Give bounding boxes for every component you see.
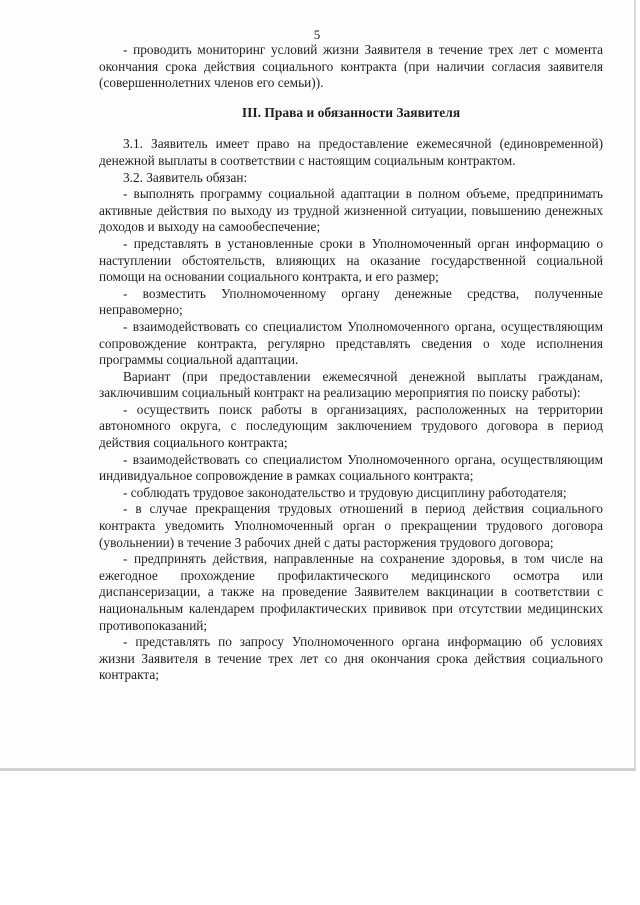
obligation-item: - осуществить поиск работы в организациях, расположенных на территории автономного округа, с последующим заключением трудового договора в период действия социального контракта; (99, 401, 603, 451)
section-heading: III. Права и обязанности Заявителя (241, 104, 461, 120)
obligation-item: - в случае прекращения трудовых отношений в период действия социального контракта уведомить Уполномоченный орган о прекращении трудового договора (увольнении) в течение 3 рабочих дней с даты расторжения трудового договора; (99, 501, 603, 550)
paragraph-3-2: 3.2. Заявитель обязан: (123, 169, 248, 185)
obligation-item: - взаимодействовать со специалистом Уполномоченного органа, осуществляющим сопровождение контракта, регулярно представлять сведения о ходе исполнения программы социальной адаптации. (99, 318, 603, 368)
obligation-item: - взаимодействовать со специалистом Уполномоченного органа, осуществляющим индивидуальное сопровождение в рамках социального контракта; (99, 451, 603, 484)
obligation-item: - представлять по запросу Уполномоченного органа информацию об условиях жизни Заявителя в течение трех лет со дня окончания срока действия социального контракта; (99, 634, 603, 683)
document-body (99, 42, 603, 684)
paragraph-3-1: 3.1. Заявитель имеет право на предоставление ежемесячной (единовременной) денежной выплаты в соответствии с настоящим социальным контрактом. (99, 136, 603, 168)
variant-paragraph: Вариант (при предоставлении ежемесячной денежной выплаты гражданам, заключившим социальный контракт на реализацию мероприятия по поиску работы): (99, 368, 603, 401)
obligation-item: - возместить Уполномоченному органу денежные средства, полученные неправомерно; (99, 285, 603, 318)
obligation-item: - представлять в установленные сроки в Уполномоченный орган информацию о наступлении обстоятельств, влияющих на оказание государственной социальной помощи на основании социального контракта, и его размер; (99, 235, 603, 285)
monitoring-paragraph: - проводить мониторинг условий жизни Заявителя в течение трех лет с момента окончания срока действия социального контракта (при наличии согласия заявителя (совершеннолетних членов его семьи)). (99, 42, 603, 91)
page-number: 5 (313, 27, 321, 42)
obligation-item: - предпринять действия, направленные на сохранение здоровья, в том числе на ежегодное прохождение профилактического медицинского осмотра или диспансеризации, а также на проведение Заявителем вакцинации в соответствии с национальным календарем профилактических прививок при отсутствии медицинских противопоказаний; (99, 551, 603, 633)
obligation-item: - соблюдать трудовое законодательство и трудовую дисциплину работодателя; (123, 484, 567, 500)
obligation-item: - выполнять программу социальной адаптации в полном объеме, предпринимать активные действия по выходу из трудной жизненной ситуации, повышению денежных доходов и выходу на самообеспечение; (99, 186, 603, 235)
